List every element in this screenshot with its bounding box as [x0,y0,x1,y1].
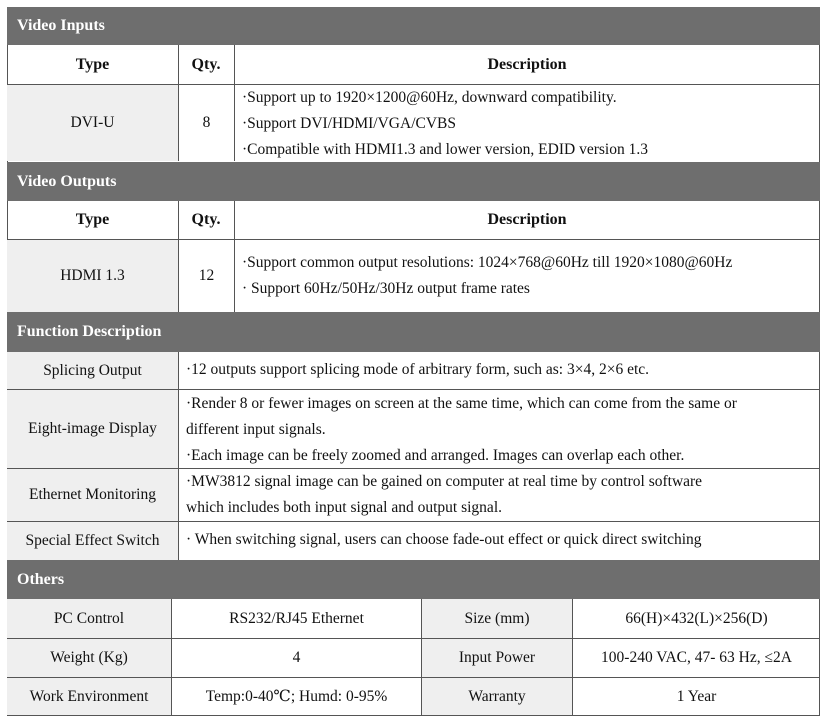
others-value-pc-control: RS232/RJ45 Ethernet [229,609,364,627]
description-line: ·12 outputs support splicing mode of arbitrary form, such as: 3×4, 2×6 etc. [186,361,650,378]
input-description [242,85,812,163]
section-header-others [7,560,820,599]
others-key-input-power: Input Power [422,639,572,677]
function-desc-eight-image-display [186,391,816,469]
description-line: which includes both input signal and output signal. [186,499,502,516]
description-line: ·MW3812 signal image can be gained on computer at real time by control software [186,473,703,490]
others-value-warranty: 1 Year [676,687,717,705]
description-line: · When switching signal, users can choose fade-out effect or quick direct switching [186,531,702,548]
section-title: Video Inputs [17,17,105,34]
others-value-weight: 4 [292,649,301,666]
input-type-cell: DVI-U [7,85,178,161]
output-type-cell: HDMI 1.3 [7,240,178,312]
header-qty: Qty. [191,55,221,73]
others-key-work-environment: Work Environment [7,678,171,715]
header-qty: Qty. [191,211,221,228]
col-divider [178,352,179,560]
function-label-special-effect-switch: Special Effect Switch [7,522,178,560]
section-title: Video Outputs [17,172,117,190]
function-label-eight-image-display: Eight-image Display [7,390,178,468]
others-key-pc-control: PC Control [7,599,171,638]
header-description: Description [487,55,567,73]
header-type: Type [75,211,110,228]
description-line: different input signals. [186,421,326,438]
section-title: Others [17,570,65,588]
description-line: ·Support common output resolutions: 1024×768@60Hz till 1920×1080@60Hz [242,254,733,271]
others-key-weight: Weight (Kg) [7,639,171,677]
function-label-splicing-output: Splicing Output [7,352,178,389]
description-line: ·Support up to 1920×1200@60Hz, downward compatibility. [242,89,617,106]
others-key-size: Size (mm) [422,599,572,638]
output-description [242,250,812,302]
function-label-ethernet-monitoring: Ethernet Monitoring [7,469,178,521]
others-value-work-environment: Temp:0-40℃; Humd: 0-95% [205,688,388,705]
others-value-input-power: 100-240 VAC, 47- 63 Hz, ≤2A [601,649,792,666]
description-line: ·Render 8 or fewer images on screen at the same time, which can come from the same or [186,395,737,412]
input-qty-cell: 8 [202,114,211,131]
description-line: ·Each image can be freely zoomed and arranged. Images can overlap each other. [186,447,685,464]
function-desc-splicing-output [186,357,816,383]
function-desc-special-effect-switch [186,527,816,553]
output-qty-cell: 12 [198,267,215,284]
header-description: Description [487,211,567,228]
others-value-size: 66(H)×432(L)×256(D) [625,609,768,627]
section-header-video-outputs [7,162,820,201]
description-line: ·Compatible with HDMI1.3 and lower version, EDID version 1.3 [242,141,648,158]
description-line: ·Support DVI/HDMI/VGA/CVBS [242,115,456,132]
others-key-warranty: Warranty [422,678,572,715]
section-title: Function Description [17,323,162,340]
section-header-function-description [7,312,820,352]
header-type: Type [75,55,110,73]
description-line: · Support 60Hz/50Hz/30Hz output frame rates [242,280,530,297]
section-header-video-inputs [7,7,820,45]
function-desc-ethernet-monitoring [186,469,816,521]
